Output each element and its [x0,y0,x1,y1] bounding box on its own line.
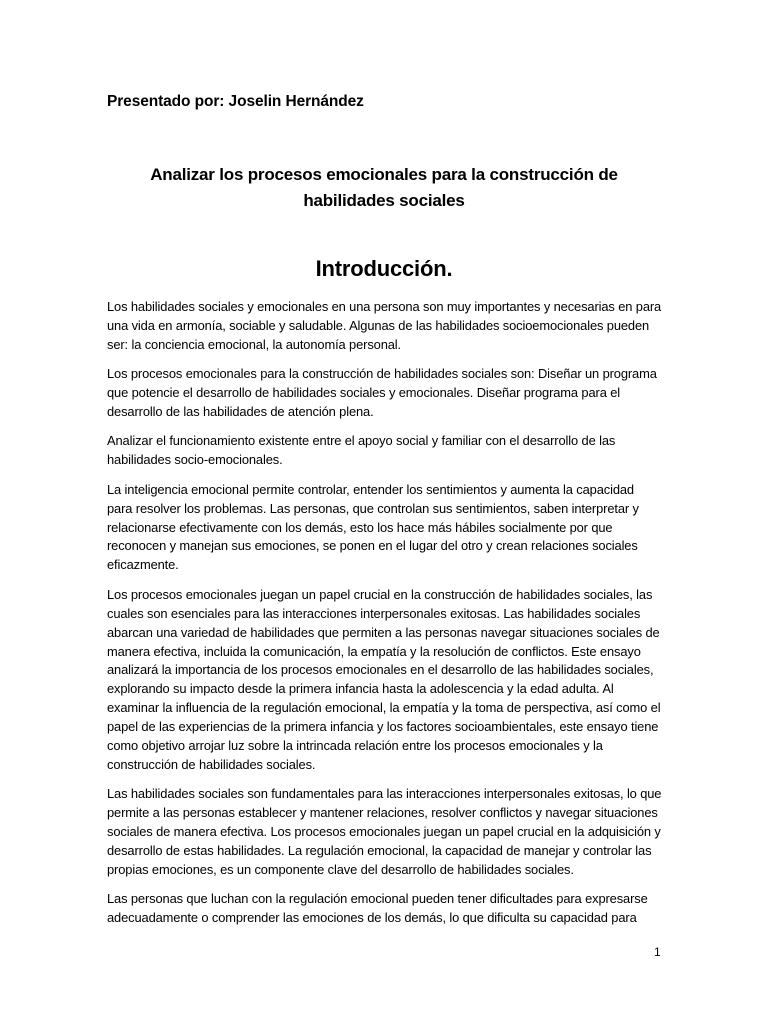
paragraph: Los procesos emocionales para la construcción de habilidades sociales son: Diseñar un programa que potencie el desarrollo de habilidades sociales y emocionales. Diseñar programa para el desarrollo de las habilidades de atención plena. [107,366,657,420]
section-heading: Introducción. [315,256,453,281]
author-line: Presentado por: Joselin Hernández [107,93,364,110]
paragraph: La inteligencia emocional permite controlar, entender los sentimientos y aumenta la capacidad para resolver los problemas. Las personas, que controlan sus sentimientos, saben interpretar y relacionarse efectivamente con los demás, esto los hace más hábiles socialmente por que reconocen y manejan sus emociones, se ponen en el lugar del otro y crean relaciones sociales eficazmente. [107,481,639,573]
page-number: 1 [654,945,661,959]
paragraph: Los habilidades sociales y emocionales en una persona son muy importantes y necesarias en para una vida en armonía, sociable y saludable. Algunas de las habilidades socioemocionales pueden ser: la conciencia emocional, la autonomía personal. [107,299,662,352]
paragraph: Las habilidades sociales son fundamentales para las interacciones interpersonales exitosas, lo que permite a las personas establecer y mantener relaciones, resolver conflictos y navegar situaciones sociales de manera efectiva. Los procesos emocionales juegan un papel crucial en la adquisición y desarrollo de estas habilidades. La regulación emocional, la capacidad de manejar y controlar las propias emociones, es un componente clave del desarrollo de habilidades sociales. [107,786,662,877]
paragraph: Las personas que luchan con la regulación emocional pueden tener dificultades para expresarse adecuadamente o comprender las emociones de los demás, lo que dificulta su capacidad para [107,891,648,926]
document-body [107,298,663,939]
document-title: Analizar los procesos emocionales para la construcción de habilidades sociales [150,165,618,210]
paragraph: Analizar el funcionamiento existente entre el apoyo social y familiar con el desarrollo de las habilidades socio-emocionales. [107,433,616,468]
paragraph: Los procesos emocionales juegan un papel crucial en la construcción de habilidades sociales, las cuales son esenciales para las interacciones interpersonales exitosas. Las habilidades sociales abarcan una variedad de habilidades que permiten a las personas navegar situaciones sociales de manera efectiva, incluida la comunicación, la empatía y la resolución de conflictos. Este ensayo analizará la importancia de los procesos emocionales en el desarrollo de las habilidades sociales, explorando su impacto desde la primera infancia hasta la adolescencia y la edad adulta. Al examinar la influencia de la regulación emocional, la empatía y la toma de perspectiva, así como el papel de las experiencias de la primera infancia y los factores socioambientales, este ensayo tiene como objetivo arrojar luz sobre la intrincada relación entre los procesos emocionales y la construcción de habilidades sociales. [107,586,661,772]
